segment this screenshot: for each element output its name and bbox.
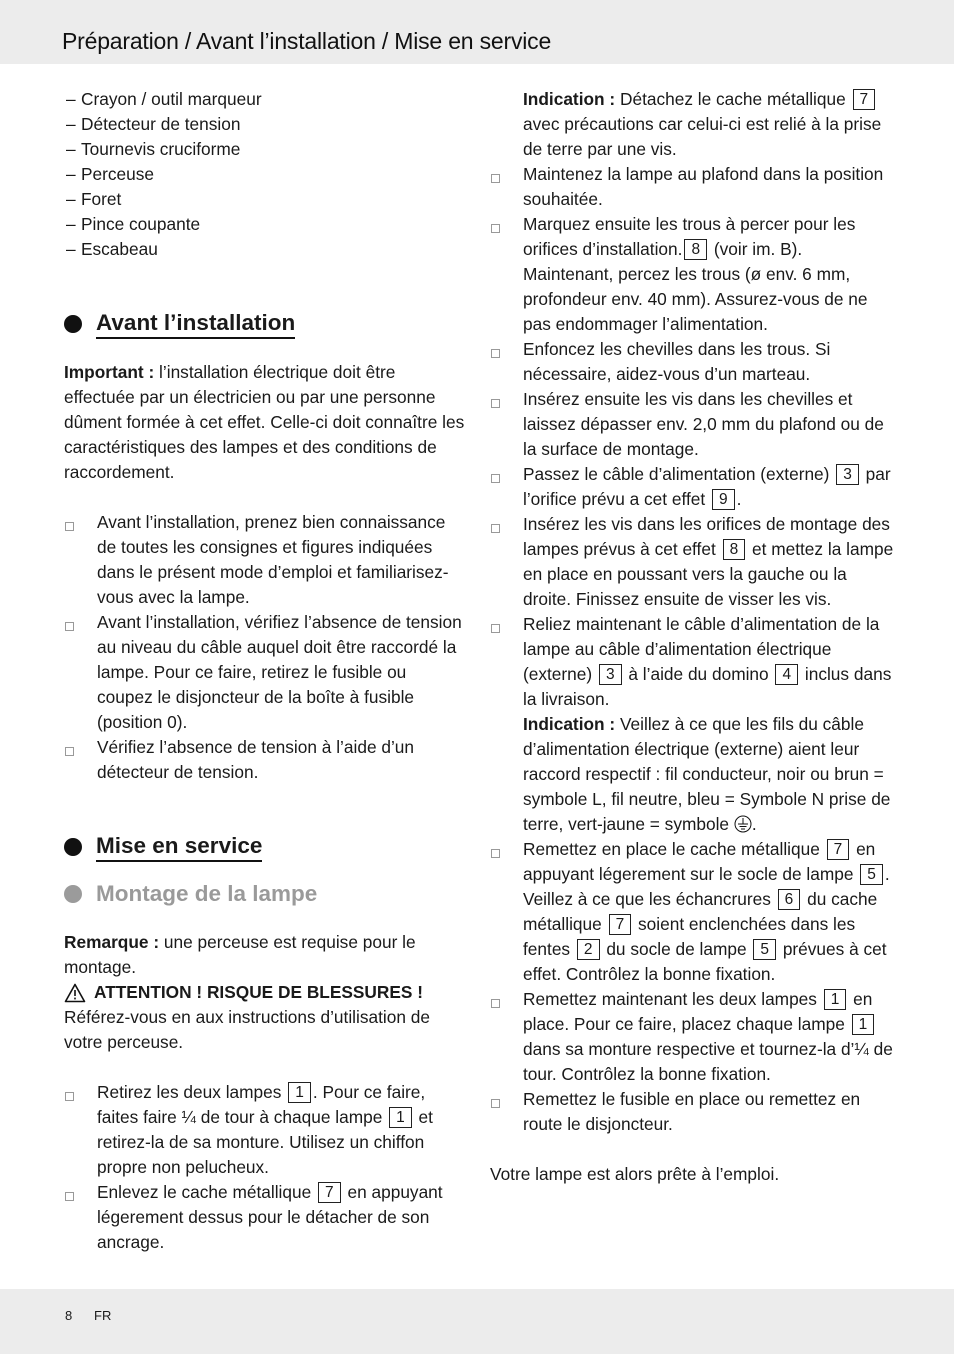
part-number: 7 bbox=[318, 1182, 341, 1203]
list-item: Remettez en place le cache métallique 7 en appuyant légerement sur le socle de lampe 5 . Veillez à ce que les échancrures 6 du cache métallique 7 soient enclenchées dans les fentes 2 du socle de lampe 5 prévues à cet effet. Contrôlez la bonne fixation. bbox=[490, 837, 894, 987]
important-paragraph bbox=[64, 360, 466, 485]
page-number: 8 bbox=[65, 1308, 73, 1323]
indication-paragraph: Indication : Détachez le cache métallique 7 avec précautions car celui-ci est relié à la prise de terre par une vis. bbox=[523, 89, 882, 159]
warning-heading bbox=[64, 980, 466, 1005]
closing-text: Votre lampe est alors prête à l’emploi. bbox=[490, 1164, 780, 1184]
part-number: 1 bbox=[852, 1014, 875, 1035]
right-column bbox=[490, 87, 894, 1187]
list-item: – Tournevis cruciforme bbox=[64, 137, 466, 162]
part-number: 3 bbox=[836, 464, 859, 485]
list-item: Maintenez la lampe au plafond dans la position souhaitée. bbox=[490, 162, 894, 212]
section-heading-mise bbox=[64, 832, 466, 862]
list-item: Insérez ensuite les vis dans les chevilles et laissez dépasser env. 2,0 mm du plafond ou de la surface de montage. bbox=[490, 387, 894, 462]
remarque-text: une perceuse est requise pour le montage. bbox=[64, 932, 416, 977]
list-item: – Pince coupante bbox=[64, 212, 466, 237]
part-number: 6 bbox=[778, 889, 801, 910]
language-code: FR bbox=[94, 1308, 112, 1323]
part-number: 8 bbox=[684, 239, 707, 260]
avant-steps bbox=[64, 510, 466, 785]
list-item: Reliez maintenant le câble d’alimentation de la lampe au câble d’alimentation électrique (externe) 3 à l’aide du domino 4 inclus dans la livraison. Indication : Veillez à ce que les fils du câble d’alimentation électrique (externe) aient leur raccord respectif : fil conducteur, noir ou brun = symbole L, fil neutre, bleu = Symbole N prise de terre, vert-jaune = symbole . bbox=[490, 612, 894, 837]
list-item: Vérifiez l’absence de tension à l’aide d’un détecteur de tension. bbox=[64, 735, 466, 785]
list-item: Retirez les deux lampes 1 . Pour ce faire, faites faire ¼ de tour à chaque lampe 1 et retirez-la de sa monture. Utilisez un chiffon propre non pelucheux. bbox=[64, 1080, 466, 1180]
list-item: – Détecteur de tension bbox=[64, 112, 466, 137]
section-title: Mise en service bbox=[96, 832, 262, 862]
remarque-label: Remarque : bbox=[64, 932, 160, 952]
indication-label: Indication : bbox=[523, 89, 616, 109]
page-header bbox=[0, 0, 954, 64]
part-number: 7 bbox=[853, 89, 876, 110]
bullet-icon bbox=[64, 885, 82, 903]
warning-text: ATTENTION ! RISQUE DE BLESSURES ! bbox=[94, 982, 424, 1002]
important-label: Important : bbox=[64, 362, 155, 382]
montage-steps bbox=[64, 1080, 466, 1255]
list-item: Remettez maintenant les deux lampes 1 en place. Pour ce faire, placez chaque lampe 1 dans sa monture respective et tournez-la d’¼ de tour. Contrôlez la bonne fixation. bbox=[490, 987, 894, 1087]
remarque-paragraph bbox=[64, 930, 466, 980]
bullet-icon bbox=[64, 838, 82, 856]
list-item: – Foret bbox=[64, 187, 466, 212]
part-number: 3 bbox=[599, 664, 622, 685]
part-number: 7 bbox=[827, 839, 850, 860]
list-item: Marquez ensuite les trous à percer pour les orifices d’installation. 8 (voir im. B). Maintenant, percez les trous (ø env. 6 mm, profondeur env. 40 mm). Assurez-vous de ne pas endommager l’alimentation. bbox=[490, 212, 894, 337]
warning-icon bbox=[64, 983, 86, 1003]
list-item: Remettez le fusible en place ou remettez en route le disjoncteur. bbox=[490, 1087, 894, 1137]
tools-list bbox=[64, 87, 466, 262]
list-item: Insérez les vis dans les orifices de montage des lampes prévus à cet effet 8 et mettez la lampe en place en poussant vers la gauche ou la droite. Finissez ensuite de visser les vis. bbox=[490, 512, 894, 612]
indication-label: Indication : bbox=[523, 714, 616, 734]
part-number: 4 bbox=[775, 664, 798, 685]
part-number: 1 bbox=[824, 989, 847, 1010]
part-number: 5 bbox=[860, 864, 883, 885]
left-column bbox=[64, 87, 466, 1255]
page-footer bbox=[0, 1289, 954, 1354]
section-title: Avant l’installation bbox=[96, 309, 295, 339]
list-item: Enlevez le cache métallique 7 en appuyant légerement dessus pour le détacher de son ancrage. bbox=[64, 1180, 466, 1255]
part-number: 7 bbox=[609, 914, 632, 935]
list-item: – Perceuse bbox=[64, 162, 466, 187]
list-item: Enfoncez les chevilles dans les trous. Si nécessaire, aidez-vous d’un marteau. bbox=[490, 337, 894, 387]
list-item: Passez le câble d’alimentation (externe) 3 par l’orifice prévu a cet effet 9 . bbox=[490, 462, 894, 512]
list-item: Avant l’installation, vérifiez l’absence de tension au niveau du câble auquel doit être raccordé la lampe. Pour ce faire, retirez le fusible ou coupez le disjoncteur de la boîte à fusible (position 0). bbox=[64, 610, 466, 735]
part-number: 8 bbox=[723, 539, 746, 560]
installation-steps bbox=[490, 162, 894, 1137]
list-item: Avant l’installation, prenez bien connaissance de toutes les consignes et figures indiquées dans le présent mode d’emploi et familiarisez-vous avec la lampe. bbox=[64, 510, 466, 610]
part-number: 1 bbox=[288, 1082, 311, 1103]
list-item: – Crayon / outil marqueur bbox=[64, 87, 466, 112]
important-text: l’installation électrique doit être effectuée par un électricien ou par une personne dûment formée à cet effet. Celle-ci doit connaître les caractéristiques des lampes et des conditions de raccordement. bbox=[64, 362, 465, 482]
part-number: 2 bbox=[577, 939, 600, 960]
subsection-heading bbox=[64, 881, 466, 906]
earth-ground-icon bbox=[734, 815, 752, 833]
warning-body: Référez-vous en aux instructions d’utilisation de votre perceuse. bbox=[64, 1007, 430, 1052]
page-title: Préparation / Avant l’installation / Mise en service bbox=[62, 28, 552, 54]
part-number: 1 bbox=[389, 1107, 412, 1128]
part-number: 5 bbox=[753, 939, 776, 960]
bullet-icon bbox=[64, 315, 82, 333]
list-item: – Escabeau bbox=[64, 237, 466, 262]
section-heading-avant bbox=[64, 309, 466, 339]
part-number: 9 bbox=[712, 489, 735, 510]
subsection-title: Montage de la lampe bbox=[96, 881, 318, 906]
